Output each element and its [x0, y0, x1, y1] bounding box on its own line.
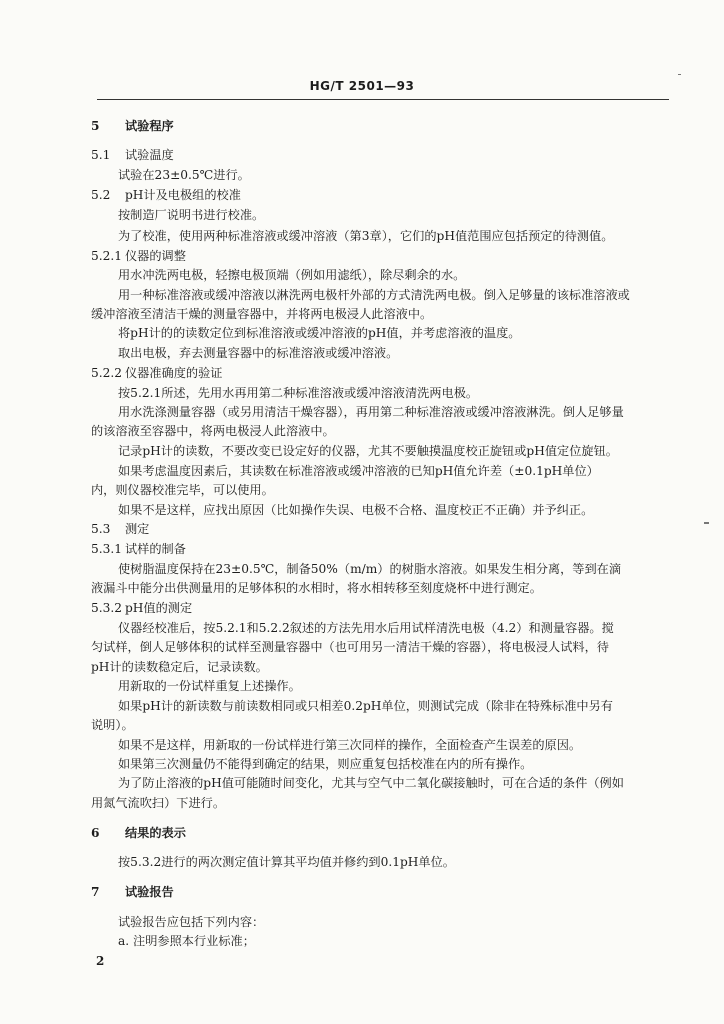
text-line	[91, 482, 274, 498]
line-text: 说明）。	[91, 718, 134, 732]
section-number: 5	[91, 119, 100, 133]
line-text: 为了校准，使用两种标准溶液或缓冲溶液（第3章），它们的pH值范围应包括预定的待测值。	[118, 229, 614, 243]
section-number: 5.1	[91, 148, 111, 162]
section-number: 7	[91, 885, 100, 899]
line-text: 试验报告	[125, 885, 174, 899]
text-line	[118, 854, 455, 870]
text-line	[118, 775, 624, 791]
line-text: 仪器经校准后，按5.2.1和5.2.2叙述的方法先用水后用试样清洗电极（4.2）和测量容器。搅	[118, 621, 614, 635]
section-heading	[91, 147, 174, 163]
line-text: 用水洗涤测量容器（或另用清洁干燥容器），再用第二种标准溶液或缓冲溶液淋洗。倒人足够量	[118, 405, 624, 419]
line-text: a. 注明参照本行业标准；	[118, 934, 255, 948]
line-text: 为了防止溶液的pH值可能随时间变化，尤其与空气中二氧化碳接触时，可在合适的条件（例如	[118, 776, 624, 790]
scan-speck	[704, 522, 709, 524]
text-line	[118, 345, 398, 361]
section-heading	[91, 521, 149, 537]
line-text: 试验温度	[125, 148, 174, 162]
header-rule	[97, 99, 669, 100]
text-line	[118, 698, 613, 714]
line-text: 按制造厂说明书进行校准。	[118, 208, 265, 222]
section-heading	[91, 541, 186, 557]
line-text: 如果考虑温度因素后，其读数在标准溶液或缓冲溶液的已知pH值允许差（±0.1pH单位）	[118, 464, 599, 478]
section-number: 5.3.2	[91, 601, 123, 615]
text-line	[118, 737, 581, 753]
line-text: 试验报告应包括下列内容：	[118, 915, 265, 929]
line-text: 用水冲洗两电极，轻擦电极顶端（例如用滤纸），除尽剩余的水。	[118, 268, 466, 282]
line-text: 仪器的调整	[125, 249, 186, 263]
text-line	[118, 325, 521, 341]
text-line	[91, 580, 542, 596]
text-line	[118, 267, 465, 283]
text-line	[118, 404, 624, 420]
line-text: 用一种标准溶液或缓冲溶液以淋洗两电极杆外部的方式清洗两电极。倒入足够量的该标准溶液或	[118, 288, 630, 302]
text-line	[118, 914, 264, 930]
text-line	[91, 423, 335, 439]
section-heading	[91, 187, 241, 203]
section-number: 5.3.1	[91, 542, 123, 556]
text-line	[118, 678, 301, 694]
scan-speck	[678, 74, 681, 75]
line-text: 将pH计的的读数定位到标准溶液或缓冲溶液的pH值，并考虑溶液的温度。	[118, 326, 521, 340]
line-text: 内，则仪器校准完毕，可以使用。	[91, 483, 274, 497]
text-line	[118, 502, 593, 518]
line-text: 仪器准确度的验证	[125, 366, 223, 380]
line-text: 使树脂温度保持在23±0.5℃，制备50%（m/m）的树脂水溶液。如果发生相分离，等到在滴	[118, 562, 622, 576]
text-line	[118, 443, 618, 459]
line-text: 取出电极，弃去测量容器中的标准溶液或缓冲溶液。	[118, 346, 399, 360]
section-heading	[91, 365, 223, 381]
line-text: 的该溶液至容器中，将两电极浸人此溶液中。	[91, 424, 335, 438]
line-text: 试验程序	[125, 119, 174, 133]
section-number: 5.2.1	[91, 249, 123, 263]
text-line	[118, 620, 614, 636]
section-heading	[91, 825, 186, 841]
text-line	[91, 659, 268, 675]
line-text: 按5.2.1所述，先用水再用第二种标准溶液或缓冲溶液清洗两电极。	[118, 386, 479, 400]
line-text: 试验在23±0.5℃进行。	[118, 168, 250, 182]
line-text: 按5.3.2进行的两次测定值计算其平均值并修约到0.1pH单位。	[118, 855, 455, 869]
text-line	[118, 385, 478, 401]
line-text: 如果第三次测量仍不能得到确定的结果，则应重复包括校准在内的所有操作。	[118, 757, 533, 771]
page-number: 2	[96, 954, 105, 968]
line-text: pH计及电极组的校准	[125, 188, 241, 202]
text-line	[118, 287, 630, 303]
section-heading	[91, 600, 192, 616]
line-text: 液漏斗中能分出供测量用的足够体积的水相时，将水相转移至刻度烧杯中进行测定。	[91, 581, 542, 595]
text-line	[118, 463, 599, 479]
document-header: HG/T 2501—93	[309, 79, 415, 93]
section-number: 5.2.2	[91, 366, 123, 380]
section-heading	[91, 884, 174, 900]
line-text: 匀试样，倒人足够体积的试样至测量容器中（也可用另一清洁干燥的容器），将电极浸人试料，待	[91, 640, 609, 654]
section-number: 5.2	[91, 188, 111, 202]
text-line	[118, 561, 621, 577]
text-line	[118, 933, 255, 949]
text-line	[91, 639, 609, 655]
text-line	[118, 756, 532, 772]
text-line	[118, 207, 264, 223]
section-number: 5.3	[91, 522, 111, 536]
line-text: 用新取的一份试样重复上述操作。	[118, 679, 301, 693]
section-heading	[91, 118, 174, 134]
line-text: 缓冲溶液至清洁干燥的测量容器中，并将两电极浸人此溶液中。	[91, 307, 433, 321]
line-text: pH计的读数稳定后，记录读数。	[91, 660, 268, 674]
text-line	[91, 717, 134, 733]
line-text: 结果的表示	[125, 826, 186, 840]
line-text: 记录pH计的读数，不要改变已设定好的仪器，尤其不要触摸温度校正旋钮或pH值定位旋钮。	[118, 444, 618, 458]
line-text: 如果pH计的新读数与前读数相同或只相差0.2pH单位，则测试完成（除非在特殊标准中另有	[118, 699, 613, 713]
line-text: 如果不是这样，应找出原因（比如操作失误、电极不合格、温度校正不正确）并予纠正。	[118, 503, 594, 517]
text-line	[118, 167, 250, 183]
line-text: 用氮气流吹扫）下进行。	[91, 796, 226, 810]
line-text: 测定	[125, 522, 150, 536]
line-text: pH值的测定	[125, 601, 193, 615]
section-number: 6	[91, 826, 100, 840]
text-line	[91, 306, 432, 322]
line-text: 试样的制备	[125, 542, 186, 556]
text-line	[91, 795, 225, 811]
line-text: 如果不是这样，用新取的一份试样进行第三次同样的操作，全面检查产生误差的原因。	[118, 738, 582, 752]
section-heading	[91, 248, 186, 264]
text-line	[118, 228, 613, 244]
